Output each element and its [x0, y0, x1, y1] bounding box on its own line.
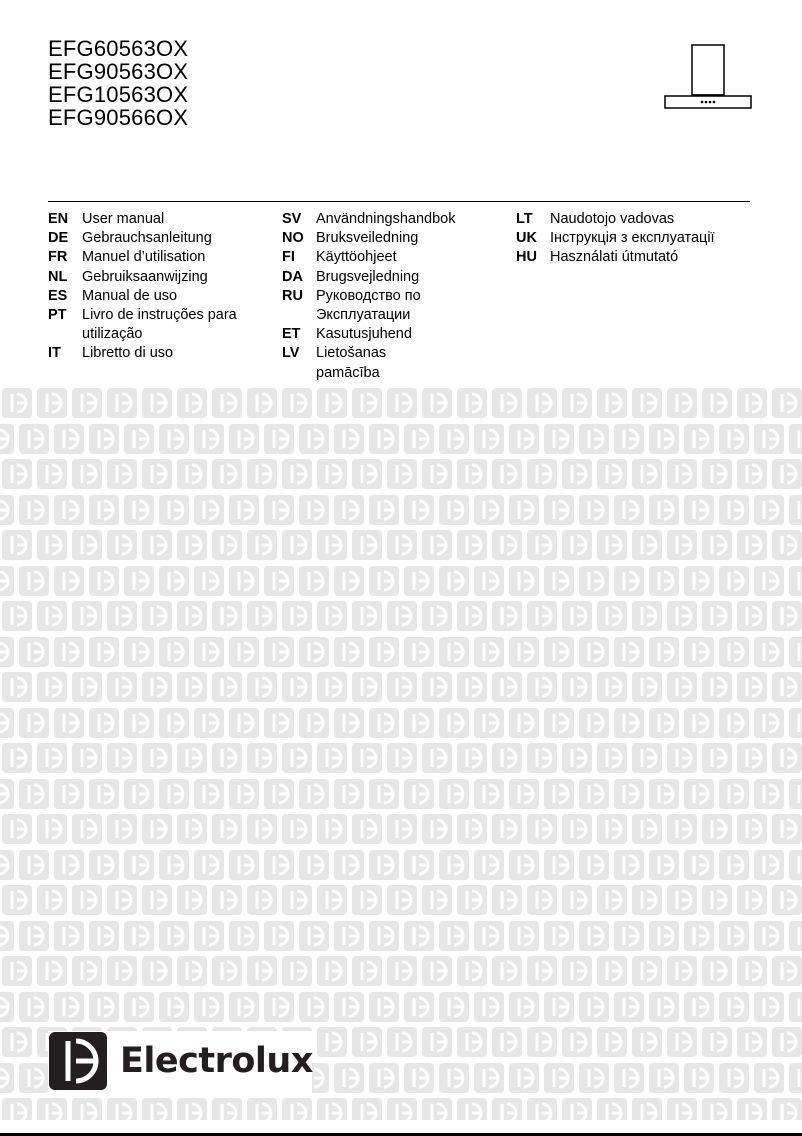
language-code: PT	[48, 307, 67, 324]
language-title: Kasutusjuhend	[316, 326, 412, 343]
model-number: EFG90566OX	[48, 105, 189, 130]
language-item	[282, 248, 482, 267]
language-title: Brugsvejledning	[316, 268, 420, 285]
language-title: User manual	[82, 211, 165, 227]
language-title: Gebrauchsanleitung	[82, 230, 212, 247]
language-code: NL	[48, 268, 68, 285]
language-item	[282, 210, 482, 229]
language-column-2	[282, 210, 482, 383]
brand-logo	[48, 1031, 312, 1094]
brand-name: Electrolux	[120, 1041, 313, 1081]
language-code: RU	[282, 287, 303, 304]
language-title: Használati útmutató	[550, 249, 679, 266]
electrolux-logo-icon	[48, 1031, 108, 1091]
language-title: Lietošanas pamācība	[316, 345, 387, 381]
model-number: EFG60563OX	[48, 36, 189, 61]
language-title: Livro de instruções para utilização	[82, 307, 237, 343]
language-code: LV	[282, 345, 300, 362]
model-list	[48, 37, 188, 129]
language-item	[516, 248, 756, 267]
language-code: SV	[282, 211, 302, 227]
language-item	[48, 344, 268, 363]
language-title: Руководство по Эксплуатации	[316, 287, 421, 324]
language-title: Käyttöohjeet	[316, 249, 397, 266]
language-title: Bruksveiledning	[316, 230, 419, 247]
language-title: Manual de uso	[82, 287, 178, 304]
language-item	[48, 287, 268, 306]
language-item	[48, 210, 268, 229]
language-code: DA	[282, 268, 303, 285]
language-code: EN	[48, 211, 69, 227]
language-item	[282, 344, 482, 382]
language-code: HU	[516, 249, 537, 266]
language-code: UK	[516, 230, 537, 247]
language-column-1	[48, 210, 268, 364]
model-number: EFG10563OX	[48, 82, 189, 107]
language-item	[516, 210, 756, 229]
language-title: Libretto di uso	[82, 345, 174, 362]
language-item	[48, 306, 268, 344]
language-item	[48, 229, 268, 248]
language-item	[516, 229, 756, 248]
language-title: Інструкція з експлуатації	[550, 230, 715, 247]
language-code: IT	[48, 345, 61, 362]
model-number: EFG90563OX	[48, 59, 189, 84]
language-title: Användningshandbok	[316, 211, 456, 227]
language-code: NO	[282, 230, 304, 247]
divider	[48, 201, 750, 202]
language-item	[48, 248, 268, 267]
language-title: Naudotojo vadovas	[550, 211, 675, 227]
logo-pattern-background	[0, 386, 802, 1120]
language-item	[282, 229, 482, 248]
language-code: FR	[48, 249, 68, 266]
language-item	[48, 268, 268, 287]
language-code: LT	[516, 211, 533, 227]
language-code: ES	[48, 287, 68, 304]
language-item	[282, 287, 482, 325]
language-item	[282, 325, 482, 344]
language-code: DE	[48, 230, 69, 247]
language-title: Gebruiksaanwijzing	[82, 268, 208, 285]
language-item	[282, 268, 482, 287]
language-code: FI	[282, 249, 295, 266]
language-code: ET	[282, 326, 301, 343]
cooker-hood-icon	[664, 44, 752, 110]
language-column-3	[516, 210, 756, 268]
language-title: Manuel d’utilisation	[82, 249, 206, 266]
